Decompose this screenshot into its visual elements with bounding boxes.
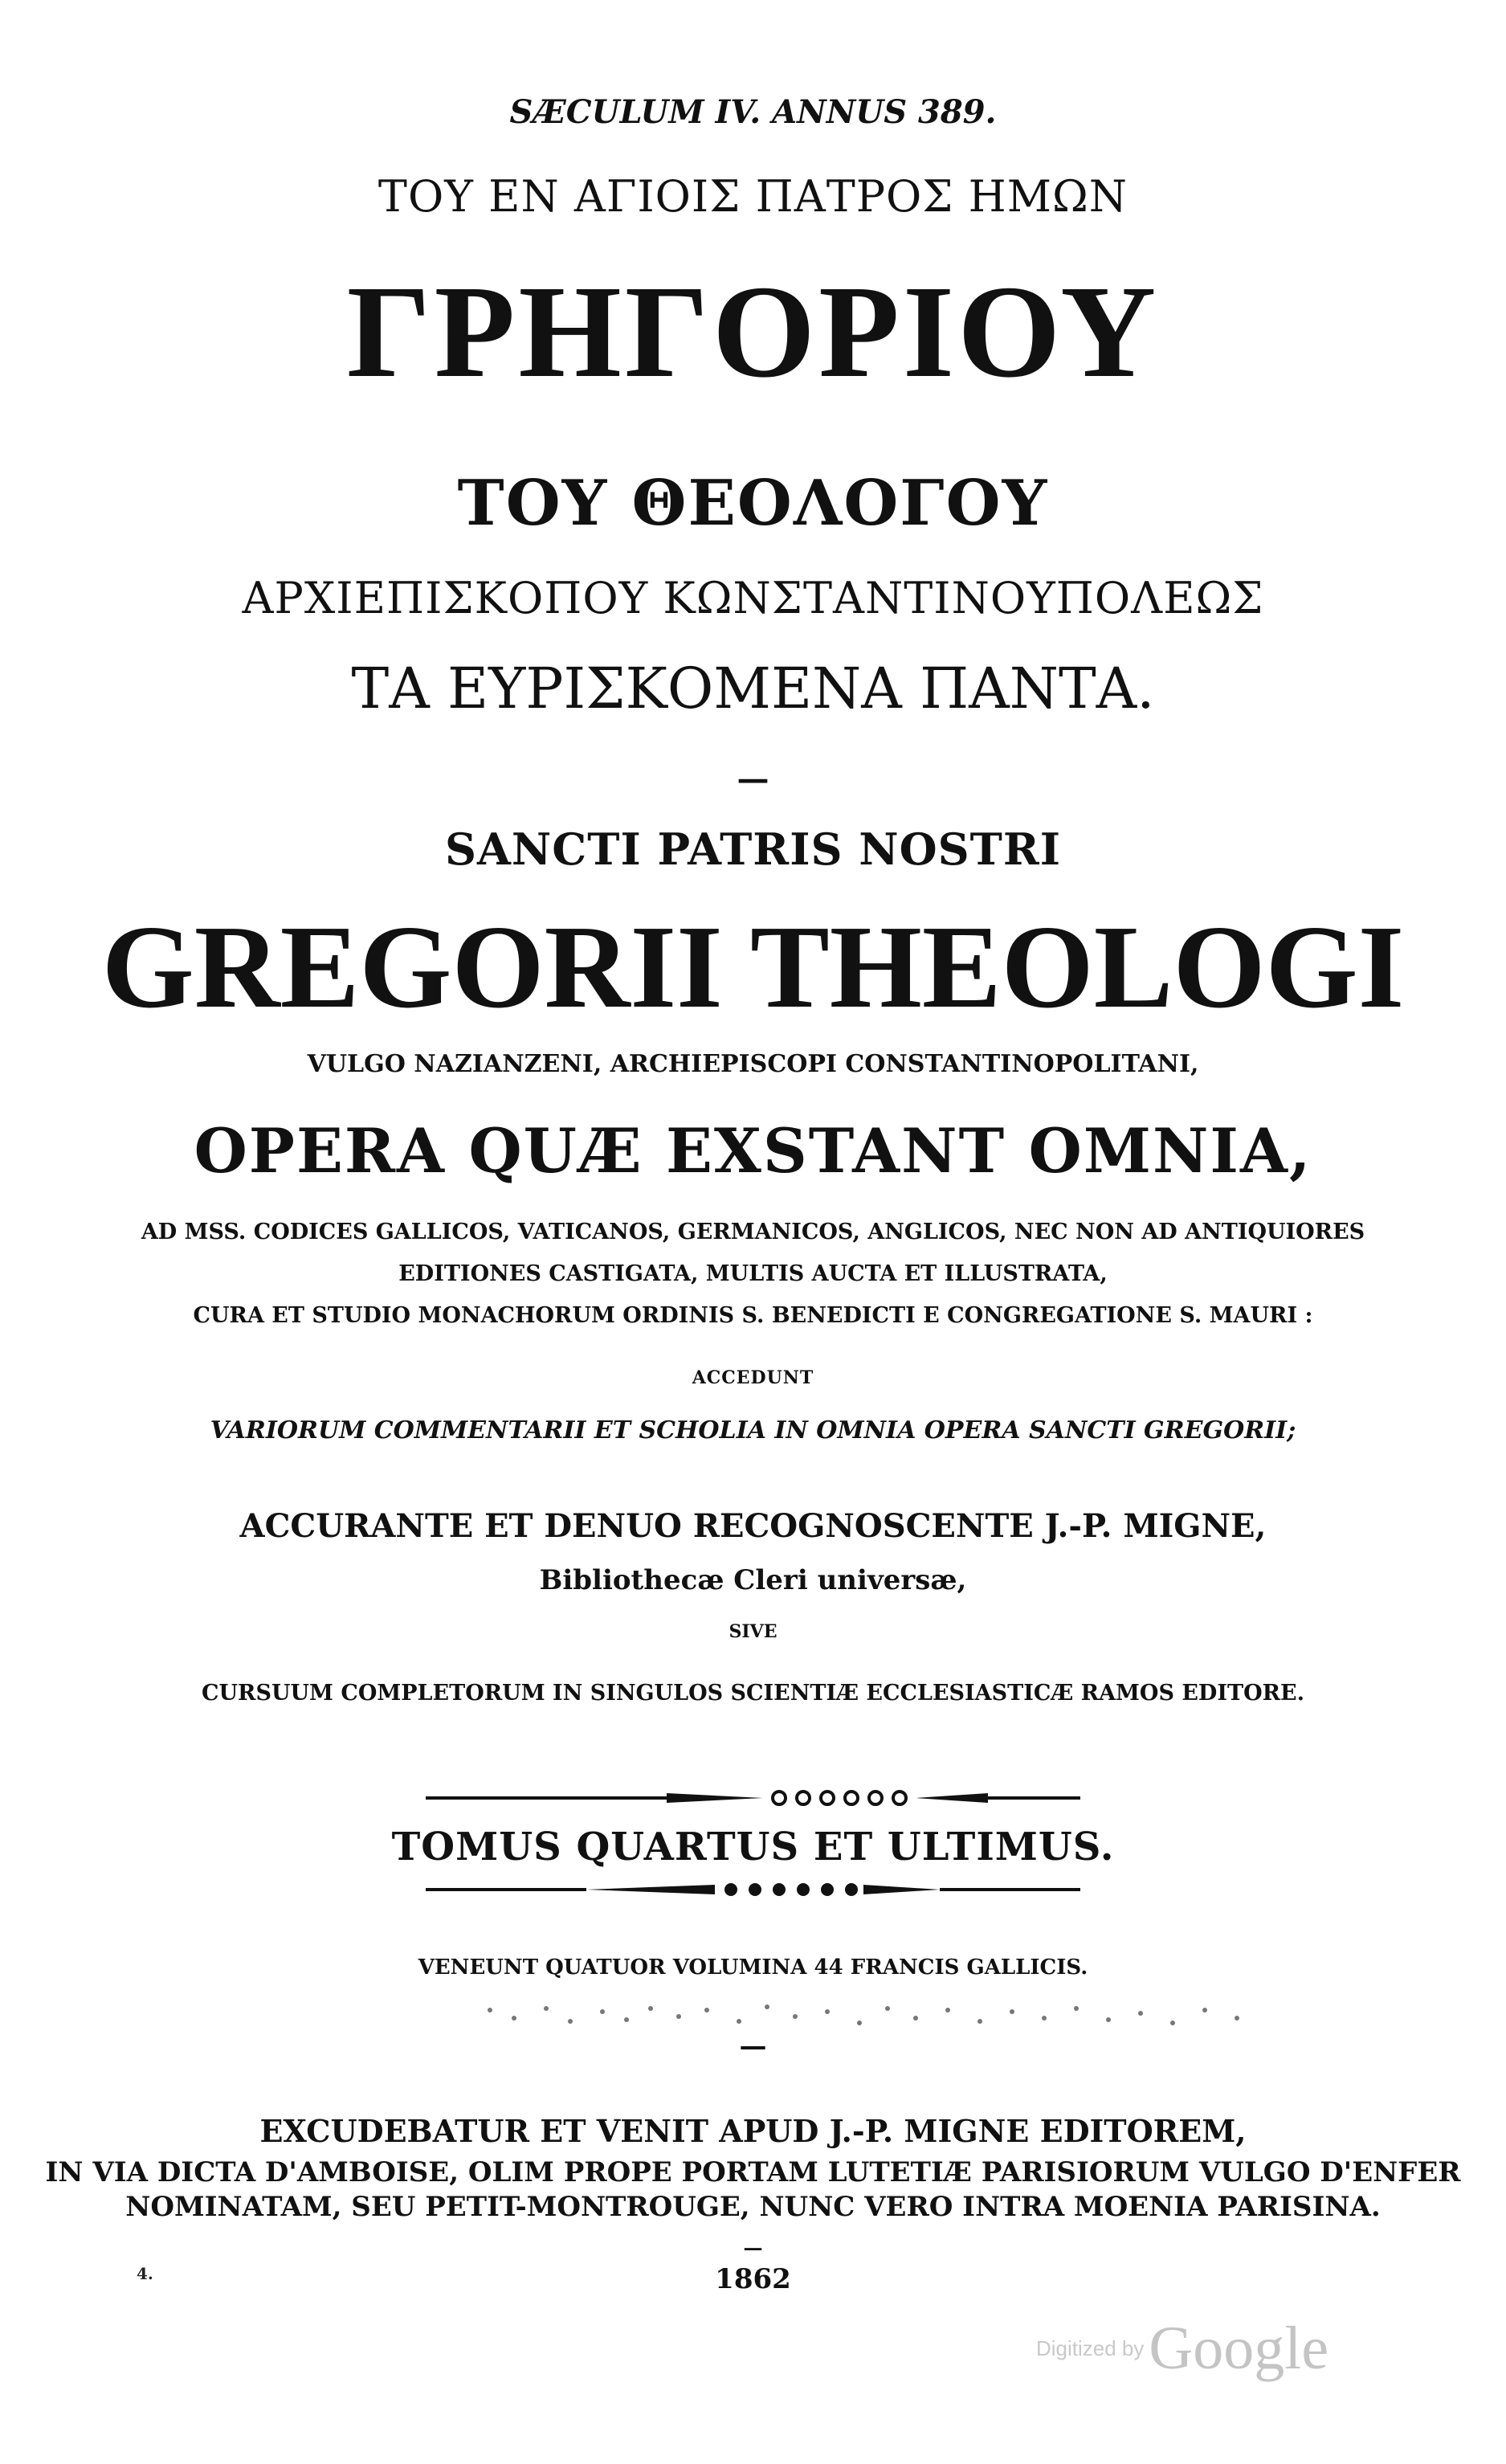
ornament-rule-bottom [426, 1880, 1080, 1899]
codices-line-3: CURA ET STUDIO MONACHORUM ORDINIS S. BENEDICTI E CONGREGATIONE S. MAURI : [193, 1303, 1313, 1328]
separator-dash-2: — [739, 2030, 767, 2062]
latin-intro: SANCTI PATRIS NOSTRI [445, 823, 1061, 875]
codices-line-1: AD MSS. CODICES GALLICOS, VATICANOS, GERMANICOS, ANGLICOS, NEC NON AD ANTIQUIORES [141, 1220, 1365, 1244]
margin-mark: 4. [137, 2264, 153, 2283]
bleed-through-specks [482, 1999, 1253, 2031]
google-logo: Google [1149, 2315, 1329, 2382]
codices-line-2: EDITIONES CASTIGATA, MULTIS AUCTA ET ILLUSTRATA, [398, 1261, 1108, 1286]
bibliothecae-line: Bibliothecæ Cleri universæ, [539, 1564, 967, 1596]
latin-opera: OPERA QUÆ EXSTANT OMNIA, [194, 1115, 1312, 1187]
greek-works: ΤΑ ΕΥΡΙΣΚΟΜΕΝΑ ΠΑΝΤΑ. [351, 656, 1155, 721]
ornament-rule-top [426, 1788, 1080, 1808]
variorum-line: VARIORUM COMMENTARII ET SCHOLIA IN OMNIA OPERA SANCTI GREGORII; [210, 1416, 1296, 1444]
digitized-by-label: Digitized by [1036, 2336, 1145, 2360]
cursuum-line: CURSUUM COMPLETORUM IN SINGULOS SCIENTIÆ ECCLESIASTICÆ RAMOS EDITORE. [201, 1681, 1305, 1706]
address-line-1: IN VIA DICTA D'AMBOISE, OLIM PROPE PORTAM LUTETIÆ PARISIORUM VULGO D'ENFER [45, 2156, 1461, 2188]
separator-dash: — [737, 760, 769, 798]
publication-year: 1862 [715, 2263, 791, 2295]
latin-vulgo: VULGO NAZIANZENI, ARCHIEPISCOPI CONSTANTINOPOLITANI, [307, 1050, 1199, 1078]
greek-intro: ΤΟΥ ΕΝ ΑΓΙΟΙΣ ΠΑΤΡΟΣ ΗΜΩΝ [378, 171, 1128, 222]
latin-author-name: GREGORII THEOLOGI [101, 901, 1405, 1033]
greek-title: ΑΡΧΙΕΠΙΣΚΟΠΟΥ ΚΩΝΣΤΑΝΤΙΝΟΥΠΟΛΕΩΣ [242, 573, 1264, 623]
tomus-line: TOMUS QUARTUS ET ULTIMUS. [391, 1825, 1115, 1869]
sive-line: SIVE [729, 1621, 777, 1642]
greek-epithet: ΤΟΥ ΘΕΟΛΟΓΟΥ [457, 467, 1049, 540]
saeculum-line: SÆCULUM IV. ANNUS 389. [509, 93, 997, 131]
veneunt-line: VENEUNT QUATUOR VOLUMINA 44 FRANCIS GALLICIS. [418, 1955, 1088, 1980]
separator-dash-3: — [743, 2236, 763, 2259]
excudebatur-line: EXCUDEBATUR ET VENIT APUD J.-P. MIGNE EDITOREM, [259, 2113, 1247, 2149]
greek-author-name: ΓΡΗΓΟΡΙΟΥ [346, 258, 1160, 405]
accedunt-line: ACCEDUNT [692, 1367, 814, 1388]
address-line-2: NOMINATAM, SEU PETIT-MONTROUGE, NUNC VERO INTRA MOENIA PARISINA. [125, 2191, 1381, 2223]
accurante-line: ACCURANTE ET DENUO RECOGNOSCENTE J.-P. MIGNE, [239, 1507, 1267, 1545]
digitized-by-google-watermark [1036, 2314, 1328, 2386]
